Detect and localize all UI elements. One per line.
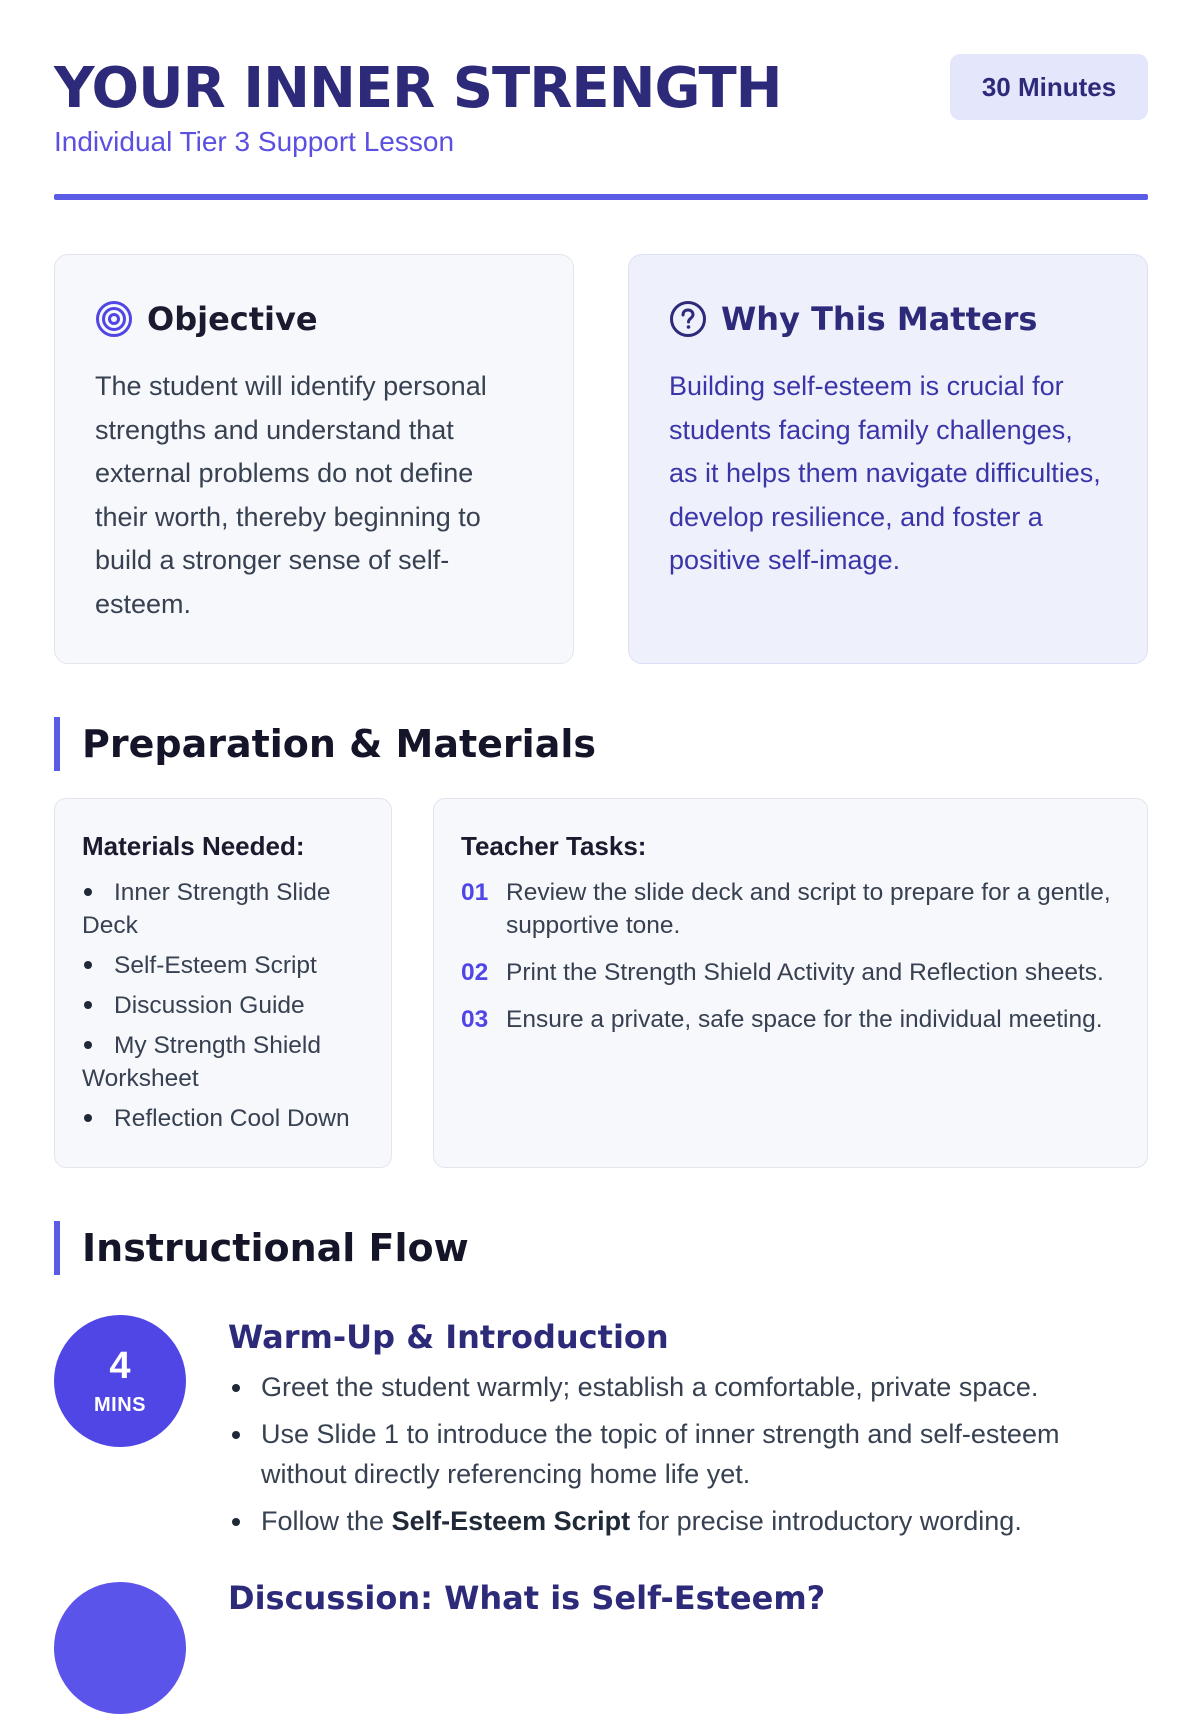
objective-title: Objective — [147, 300, 318, 338]
instructional-flow-heading — [54, 1221, 469, 1275]
step-minutes: 4 — [109, 1344, 131, 1387]
teacher-tasks-box — [433, 798, 1148, 1168]
materials-list — [82, 876, 365, 1135]
task-text: Ensure a private, safe space for the individual meeting. — [506, 1006, 1103, 1033]
question-circle-icon — [669, 300, 707, 338]
duration-badge: 30 Minutes — [950, 54, 1148, 120]
list-item: My Strength Shield Worksheet — [82, 1032, 321, 1092]
step-title: Discussion: What is Self-Esteem? — [228, 1579, 826, 1617]
section-accent-bar — [54, 1221, 60, 1275]
list-item: Self-Esteem Script — [82, 949, 365, 982]
step-bullets — [228, 1367, 1148, 1541]
teacher-tasks-title: Teacher Tasks: — [461, 831, 647, 861]
preparation-title: Preparation & Materials — [82, 722, 596, 766]
step-duration-circle — [54, 1315, 186, 1447]
task-item — [461, 1003, 1121, 1036]
step-minutes-unit: MINS — [94, 1393, 146, 1416]
task-text: Review the slide deck and script to prepare for a gentle, supportive tone. — [506, 879, 1111, 939]
task-number: 01 — [461, 879, 489, 906]
page-title: YOUR INNER STRENGTH — [54, 56, 782, 121]
section-accent-bar — [54, 717, 60, 771]
task-text: Print the Strength Shield Activity and Reflection sheets. — [506, 959, 1104, 986]
objective-card — [54, 254, 574, 664]
task-number: 02 — [461, 959, 489, 986]
page-subtitle: Individual Tier 3 Support Lesson — [54, 126, 455, 157]
list-item: Follow the Self-Esteem Script for precise introductory wording. — [228, 1501, 1148, 1541]
task-item — [461, 876, 1121, 942]
step-title: Warm-Up & Introduction — [228, 1318, 669, 1356]
header-divider — [54, 194, 1148, 200]
list-item: Use Slide 1 to introduce the topic of inner strength and self-esteem without directly referencing home life yet. — [228, 1414, 1148, 1494]
script-reference: Self-Esteem Script — [391, 1506, 631, 1536]
list-item: Greet the student warmly; establish a comfortable, private space. — [228, 1367, 1148, 1407]
flow-step-warm-up — [54, 1315, 1148, 1545]
list-item: Discussion Guide — [82, 989, 365, 1022]
target-icon — [95, 300, 133, 338]
why-text: Building self-esteem is crucial for students facing family challenges, as it helps them navigate difficulties, develop resilience, and foster a positive self-image. — [669, 371, 1101, 575]
why-this-matters-card — [628, 254, 1148, 664]
instructional-flow-title: Instructional Flow — [82, 1226, 469, 1270]
objective-text: The student will identify personal strengths and understand that external problems do not define their worth, thereby beginning to build a stronger sense of self-esteem. — [95, 371, 487, 619]
why-title: Why This Matters — [721, 300, 1038, 338]
step-duration-circle — [54, 1582, 186, 1714]
materials-title: Materials Needed: — [82, 831, 305, 861]
task-number: 03 — [461, 1006, 489, 1033]
task-item — [461, 956, 1121, 989]
materials-box — [54, 798, 392, 1168]
list-item: Reflection Cool Down — [82, 1102, 365, 1135]
header — [54, 52, 1148, 202]
flow-step-discussion — [54, 1579, 1148, 1617]
list-item: Inner Strength Slide Deck — [82, 879, 331, 939]
preparation-heading — [54, 717, 596, 771]
